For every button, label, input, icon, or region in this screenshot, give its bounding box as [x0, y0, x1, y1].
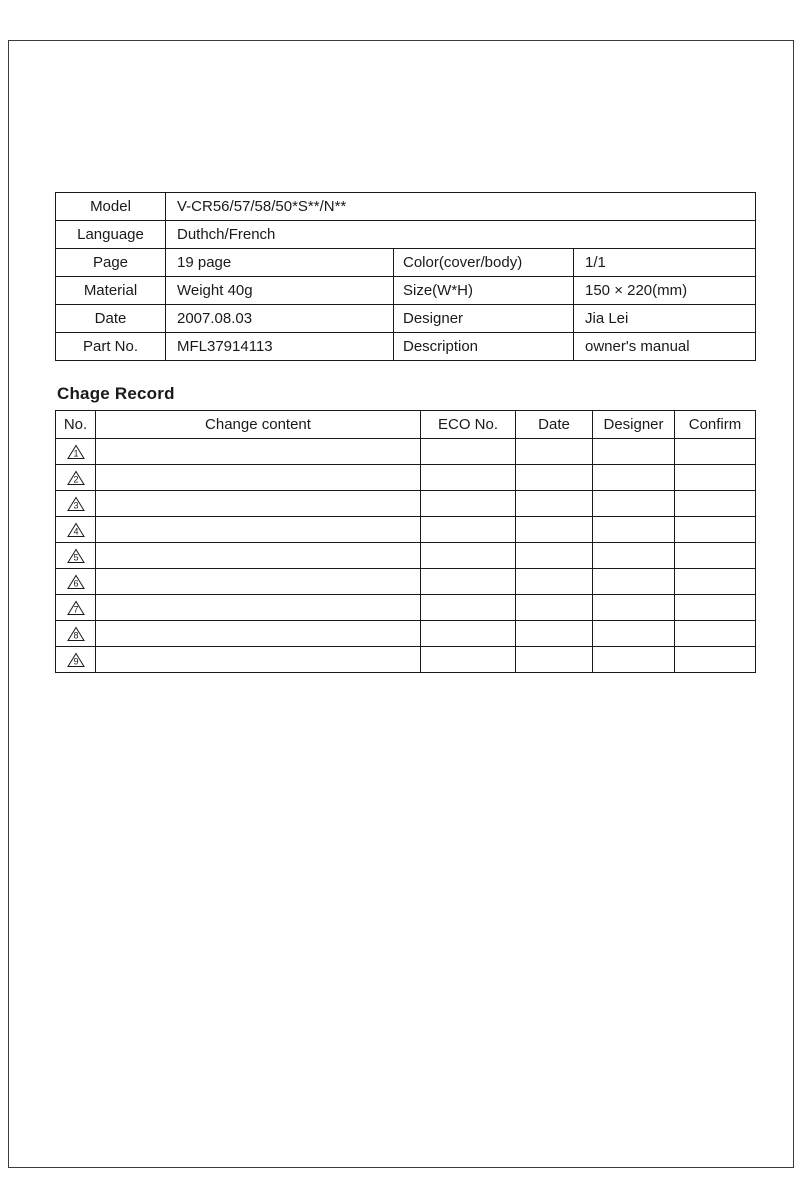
record-row-7 [56, 595, 756, 621]
empty-cell [421, 543, 516, 569]
record-header-content: Change content [96, 411, 421, 439]
empty-cell [593, 543, 675, 569]
empty-cell [96, 517, 421, 543]
empty-cell [421, 465, 516, 491]
change-record-title: Chage Record [57, 384, 175, 403]
svg-text:5: 5 [72, 552, 79, 563]
empty-cell [516, 569, 593, 595]
empty-cell [593, 491, 675, 517]
spec-label-language: Language [56, 221, 166, 249]
empty-cell [675, 543, 756, 569]
record-row-1 [56, 439, 756, 465]
empty-cell [593, 439, 675, 465]
empty-cell [675, 595, 756, 621]
record-no-cell [56, 647, 96, 673]
record-no-cell [56, 621, 96, 647]
empty-cell [421, 491, 516, 517]
empty-cell [675, 647, 756, 673]
empty-cell [421, 517, 516, 543]
record-row-6 [56, 569, 756, 595]
empty-cell [593, 569, 675, 595]
svg-text:9: 9 [72, 656, 79, 667]
empty-cell [675, 439, 756, 465]
spec-label-size: Size(W*H) [394, 277, 574, 305]
spec-value-date: 2007.08.03 [166, 305, 394, 333]
record-no-cell [56, 543, 96, 569]
record-no-cell [56, 517, 96, 543]
svg-text:6: 6 [72, 578, 79, 589]
record-row-4 [56, 517, 756, 543]
empty-cell [421, 621, 516, 647]
spec-label-designer: Designer [394, 305, 574, 333]
record-row-5 [56, 543, 756, 569]
empty-cell [96, 569, 421, 595]
warning-triangle-icon [67, 444, 85, 460]
record-header-eco: ECO No. [421, 411, 516, 439]
spec-label-description: Description [394, 333, 574, 361]
spec-row-partno [56, 333, 756, 361]
empty-cell [593, 621, 675, 647]
svg-text:8: 8 [72, 630, 79, 641]
empty-cell [96, 647, 421, 673]
empty-cell [516, 465, 593, 491]
record-header-no: No. [56, 411, 96, 439]
empty-cell [516, 439, 593, 465]
empty-cell [675, 491, 756, 517]
empty-cell [675, 517, 756, 543]
empty-cell [516, 647, 593, 673]
spec-table [55, 192, 756, 361]
spec-label-material: Material [56, 277, 166, 305]
svg-text:1: 1 [72, 448, 79, 459]
spec-row-material [56, 277, 756, 305]
warning-triangle-icon [67, 600, 85, 616]
spec-value-designer: Jia Lei [574, 305, 756, 333]
record-no-cell [56, 491, 96, 517]
empty-cell [96, 491, 421, 517]
spec-value-material: Weight 40g [166, 277, 394, 305]
empty-cell [675, 465, 756, 491]
empty-cell [96, 543, 421, 569]
spec-value-page: 19 page [166, 249, 394, 277]
empty-cell [516, 517, 593, 543]
spec-label-date: Date [56, 305, 166, 333]
spec-value-color: 1/1 [574, 249, 756, 277]
warning-triangle-icon [67, 496, 85, 512]
warning-triangle-icon [67, 652, 85, 668]
spec-row-model [56, 193, 756, 221]
svg-text:2: 2 [72, 474, 79, 485]
spec-value-description: owner's manual [574, 333, 756, 361]
empty-cell [516, 595, 593, 621]
empty-cell [421, 569, 516, 595]
spec-label-model: Model [56, 193, 166, 221]
empty-cell [96, 621, 421, 647]
empty-cell [421, 595, 516, 621]
warning-triangle-icon [67, 574, 85, 590]
svg-text:3: 3 [72, 500, 79, 511]
record-no-cell [56, 439, 96, 465]
record-no-cell [56, 569, 96, 595]
record-row-9 [56, 647, 756, 673]
spec-row-language [56, 221, 756, 249]
spec-label-page: Page [56, 249, 166, 277]
record-row-2 [56, 465, 756, 491]
record-no-cell [56, 465, 96, 491]
record-row-3 [56, 491, 756, 517]
record-row-8 [56, 621, 756, 647]
spec-row-date [56, 305, 756, 333]
record-header-row [56, 411, 756, 439]
change-record-table [55, 410, 756, 673]
empty-cell [516, 621, 593, 647]
empty-cell [96, 465, 421, 491]
empty-cell [593, 647, 675, 673]
record-header-confirm: Confirm [675, 411, 756, 439]
empty-cell [675, 569, 756, 595]
empty-cell [96, 595, 421, 621]
svg-text:4: 4 [72, 526, 79, 537]
record-header-date: Date [516, 411, 593, 439]
record-header-designer: Designer [593, 411, 675, 439]
warning-triangle-icon [67, 470, 85, 486]
empty-cell [593, 465, 675, 491]
empty-cell [516, 491, 593, 517]
spec-label-color: Color(cover/body) [394, 249, 574, 277]
warning-triangle-icon [67, 522, 85, 538]
spec-value-language: Duthch/French [166, 221, 756, 249]
empty-cell [593, 517, 675, 543]
spec-value-partno: MFL37914113 [166, 333, 394, 361]
empty-cell [675, 621, 756, 647]
spec-value-size: 150 × 220(mm) [574, 277, 756, 305]
empty-cell [516, 543, 593, 569]
empty-cell [593, 595, 675, 621]
spec-label-partno: Part No. [56, 333, 166, 361]
empty-cell [421, 647, 516, 673]
empty-cell [421, 439, 516, 465]
warning-triangle-icon [67, 626, 85, 642]
empty-cell [96, 439, 421, 465]
record-no-cell [56, 595, 96, 621]
warning-triangle-icon [67, 548, 85, 564]
spec-row-page [56, 249, 756, 277]
svg-text:7: 7 [72, 604, 79, 615]
spec-value-model: V-CR56/57/58/50*S**/N** [166, 193, 756, 221]
